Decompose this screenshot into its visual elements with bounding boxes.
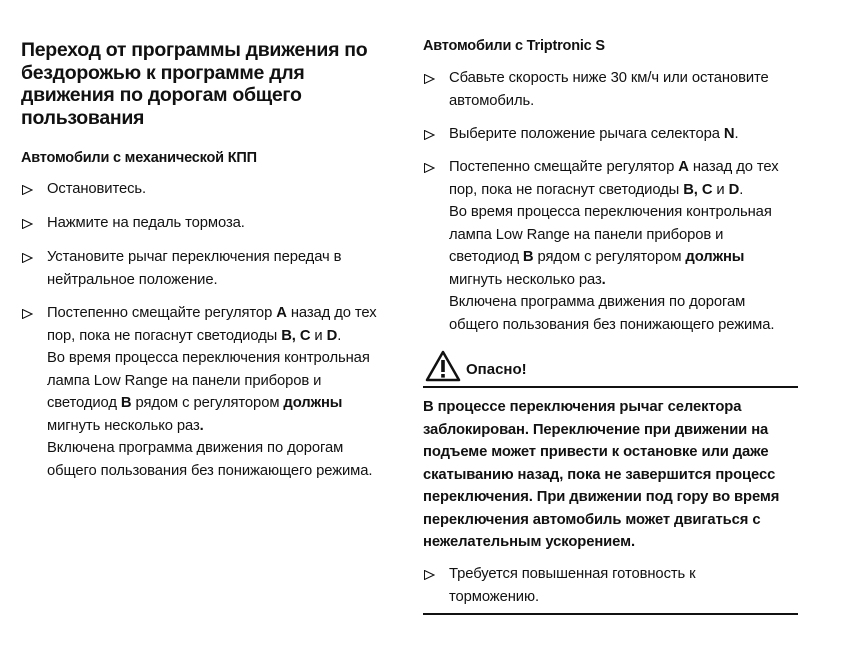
manual-step: [21, 302, 411, 484]
warning-line: заблокирован. Переключение при движении на: [423, 421, 769, 438]
step-line: [47, 269, 411, 292]
warning-text: [423, 396, 803, 554]
warning-divider: [423, 386, 798, 388]
step-segment: лампа Low Range на панели приборов и: [449, 226, 724, 243]
bullet-triangle-icon: [21, 302, 35, 324]
title-line: пользования: [21, 106, 145, 129]
warning-line: В процессе переключения рычаг селектора: [423, 399, 742, 415]
warning-line: нежелательным ускорением.: [423, 534, 635, 550]
warning-triangle-icon: [425, 350, 461, 387]
triptronic-heading: Автомобили с Triptronic S: [423, 38, 605, 54]
warning-label: Опасно!: [466, 361, 527, 378]
title-line: бездорожью к программе для: [21, 61, 305, 84]
step-segment: Включена программа движения по дорогам: [47, 440, 344, 456]
step-text: [449, 156, 808, 336]
step-emphasis: .: [601, 271, 606, 288]
bullet-triangle-icon: [423, 563, 437, 585]
step-emphasis: D: [326, 327, 338, 344]
title-line: движения по дорогам общего: [21, 84, 302, 106]
step-segment: назад до тех: [688, 159, 779, 175]
bullet-triangle-icon: [423, 67, 437, 89]
step-text: [47, 302, 411, 482]
step-segment: пор, пока не погаснут светодиоды: [449, 181, 684, 198]
step-line: [449, 291, 808, 314]
step-line: [449, 201, 808, 224]
title-line: Переход от программы движения по: [21, 39, 368, 61]
step-segment: .: [734, 126, 739, 142]
step-segment: Во время процесса переключения контрольная: [47, 350, 370, 366]
step-segment: общего пользования без понижающего режима.: [449, 316, 775, 333]
step-segment: общего пользования без понижающего режима.: [47, 462, 373, 479]
step-text: [449, 123, 808, 146]
bullet-triangle-icon: [21, 212, 35, 234]
step-segment: мигнуть несколько раз: [47, 417, 200, 434]
manual-step: [21, 246, 411, 292]
step-segment: .: [739, 181, 744, 198]
step-segment: Постепенно смещайте регулятор: [47, 305, 277, 321]
step-segment: мигнуть несколько раз: [449, 271, 602, 288]
step-line: [47, 212, 411, 235]
step-line: [449, 586, 808, 609]
warning-step: [423, 563, 808, 609]
step-emphasis: .: [199, 417, 204, 434]
step-segment: Сбавьте скорость ниже 30 км/ч или остановите: [449, 70, 769, 86]
step-line: [449, 90, 808, 113]
step-segment: Выберите положение рычага селектора: [449, 126, 724, 142]
bottom-divider: [423, 613, 798, 615]
step-text: [449, 67, 808, 112]
step-line: [47, 460, 411, 483]
step-segment: светодиод: [47, 395, 121, 411]
step-text: [449, 563, 808, 608]
step-segment: рядом с регулятором: [533, 249, 686, 265]
step-emphasis: A: [276, 305, 287, 321]
bullet-triangle-icon: [21, 178, 35, 200]
step-emphasis: B, C: [281, 327, 311, 344]
step-emphasis: B: [522, 249, 534, 265]
step-segment: Во время процесса переключения контрольная: [449, 204, 772, 220]
step-emphasis: должны: [685, 249, 745, 265]
step-segment: Постепенно смещайте регулятор: [449, 159, 679, 175]
bullet-triangle-icon: [21, 246, 35, 268]
step-segment: лампа Low Range на панели приборов и: [47, 372, 322, 389]
step-segment: и: [712, 181, 729, 198]
page-title: [21, 39, 411, 129]
step-line: [47, 178, 411, 201]
step-line: [47, 370, 411, 393]
step-emphasis: должны: [283, 395, 343, 411]
step-line: [449, 269, 808, 292]
step-line: [47, 325, 411, 348]
manual-step: [21, 212, 411, 235]
step-segment: светодиод: [449, 249, 523, 265]
step-line: [449, 314, 808, 337]
bullet-triangle-icon: [423, 123, 437, 145]
step-line: [449, 67, 808, 90]
manual-step: [21, 178, 411, 201]
step-line: [449, 224, 808, 247]
step-segment: .: [337, 327, 342, 344]
step-emphasis: A: [678, 159, 689, 175]
warning-header: [423, 350, 798, 388]
bullet-triangle-icon: [423, 156, 437, 178]
step-line: [47, 437, 411, 460]
step-text: [47, 178, 411, 201]
step-segment: и: [310, 327, 327, 344]
step-segment: пор, пока не погаснут светодиоды: [47, 327, 282, 344]
step-segment: назад до тех: [286, 305, 377, 321]
step-segment: рядом с регулятором: [131, 395, 284, 411]
step-line: [47, 415, 411, 438]
triptronic-step: [423, 67, 808, 113]
step-line: [449, 563, 808, 586]
step-line: [47, 392, 411, 415]
step-segment: автомобиль.: [449, 92, 535, 109]
step-emphasis: N: [723, 126, 735, 142]
warning-line: переключения. При движении под гору во время: [423, 489, 780, 505]
step-line: [47, 347, 411, 370]
step-segment: нейтральное положение.: [47, 271, 218, 288]
step-segment: Включена программа движения по дорогам: [449, 294, 746, 310]
step-line: [449, 156, 808, 179]
step-text: [47, 212, 411, 235]
warning-line: переключения автомобиль может двигаться с: [423, 511, 761, 528]
step-line: [449, 123, 808, 146]
triptronic-step: [423, 156, 808, 338]
step-line: [47, 246, 411, 269]
step-line: [449, 179, 808, 202]
step-segment: Остановитесь.: [47, 181, 147, 197]
step-emphasis: B: [120, 395, 132, 411]
warning-line: скатыванию назад, пока не завершится процесс: [423, 466, 776, 483]
step-segment: Нажмите на педаль тормоза.: [47, 215, 245, 231]
step-emphasis: D: [728, 181, 740, 198]
step-segment: Требуется повышенная готовность к: [449, 566, 696, 582]
step-line: [47, 302, 411, 325]
step-segment: Установите рычаг переключения передач в: [47, 249, 342, 265]
step-segment: торможению.: [449, 588, 539, 605]
step-text: [47, 246, 411, 291]
triptronic-step: [423, 123, 808, 146]
warning-line: подъеме может привести к остановке или даже: [423, 444, 769, 460]
step-line: [449, 246, 808, 269]
manual-heading: Автомобили с механической КПП: [21, 150, 257, 166]
step-emphasis: B, C: [683, 181, 713, 198]
